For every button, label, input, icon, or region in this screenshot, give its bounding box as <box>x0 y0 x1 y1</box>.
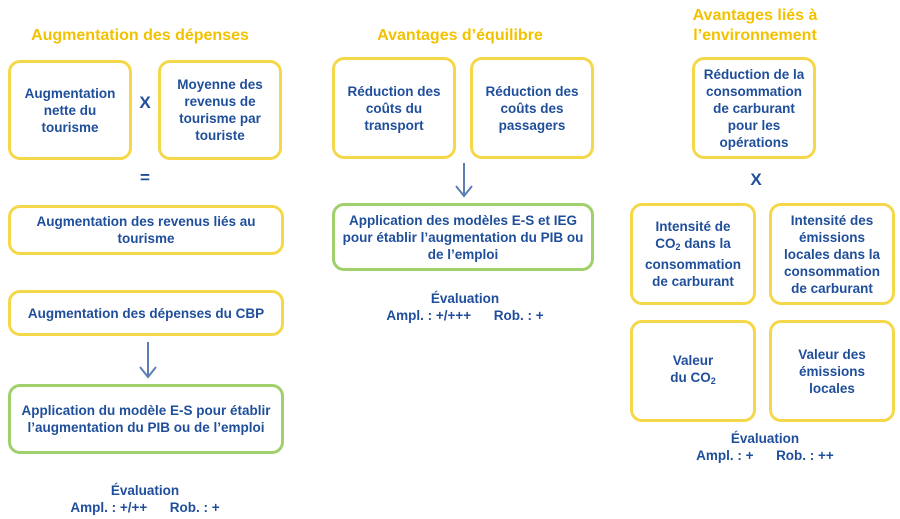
box-cbp-spending-label: Augmentation des dépenses du CBP <box>27 305 265 321</box>
box-average-revenue <box>158 60 282 160</box>
box-local-emissions-value <box>769 320 895 422</box>
box-io-model-label: Application du modèle E-S pour établir l’augmentation du PIB ou de l’emploi <box>21 403 271 435</box>
evaluation-rob: Rob. : ++ <box>776 448 834 463</box>
box-fuel-label: Réduction de la consommation de carburant pour les opérations <box>703 66 805 150</box>
header-avantages-equilibre: Avantages d’équilibre <box>377 27 543 44</box>
box-tourism-revenue-label: Augmentation des revenus liés au tourisme <box>36 214 256 246</box>
down-arrow-icon <box>138 342 158 380</box>
co2-value-part-a: Valeur <box>672 353 714 368</box>
header-avantages-environnement <box>640 6 870 46</box>
box-passenger-cost-reduction <box>470 57 594 159</box>
evaluation-ampl: Ampl. : +/+++ <box>386 308 472 323</box>
box-tourism-revenue-increase <box>8 205 284 255</box>
header-line1: Avantages liés à <box>692 7 818 24</box>
header-line2: l’environnement <box>693 27 817 44</box>
box-local-value-label: Valeur des émissions locales <box>798 346 866 396</box>
multiply-symbol: X <box>750 170 762 189</box>
box-transport-label: Réduction des coûts du transport <box>347 83 441 133</box>
evaluation-ampl: Ampl. : + <box>696 448 754 463</box>
co2-intensity-part-b: dans la consommation de carburant <box>644 236 741 289</box>
box-transport-cost-reduction <box>332 57 456 159</box>
box-local-intensity-label: Intensité des émissions locales dans la consommation de carburant <box>783 212 881 296</box>
co2-intensity-sub: 2 <box>675 242 681 252</box>
evaluation-col3 <box>660 430 870 464</box>
evaluation-col2 <box>360 290 570 324</box>
evaluation-title: Évaluation <box>730 431 800 446</box>
evaluation-title: Évaluation <box>430 291 500 306</box>
header-augmentation-depenses: Augmentation des dépenses <box>31 27 249 44</box>
box-passengers-label: Réduction des coûts des passagers <box>485 83 579 133</box>
co2-intensity-part-a: Intensité de <box>655 219 731 234</box>
box-net-tourism-increase <box>8 60 132 160</box>
evaluation-scores <box>660 447 870 464</box>
evaluation-ampl: Ampl. : +/++ <box>70 500 148 515</box>
box-local-emissions-intensity <box>769 203 895 305</box>
co2-value-part-b: du CO <box>670 370 711 385</box>
box-fuel-consumption-reduction <box>692 57 816 159</box>
box-cbp-spending-increase <box>8 290 284 336</box>
co2-value-sub: 2 <box>710 376 716 386</box>
box-io-model-application <box>8 384 284 454</box>
evaluation-rob: Rob. : + <box>493 308 544 323</box>
co2-intensity-co: CO <box>655 236 676 251</box>
box-average-revenue-label: Moyenne des revenus de tourisme par touriste <box>177 77 263 143</box>
box-io-cge-model-label: Application des modèles E-S et IEG pour établir l’augmentation du PIB ou de l’emploi <box>342 212 584 262</box>
equals-symbol: = <box>140 168 150 187</box>
box-co2-value <box>630 320 756 422</box>
box-io-cge-model-application <box>332 203 594 271</box>
evaluation-scores <box>40 499 250 516</box>
box-net-tourism-label: Augmentation nette du tourisme <box>24 85 116 135</box>
evaluation-title: Évaluation <box>110 483 180 498</box>
evaluation-scores <box>360 307 570 324</box>
evaluation-rob: Rob. : + <box>169 500 220 515</box>
box-co2-intensity <box>630 203 756 305</box>
down-arrow-icon <box>454 163 474 199</box>
evaluation-col1 <box>40 482 250 516</box>
box-co2-value-label <box>670 352 716 390</box>
multiply-symbol: X <box>139 93 151 112</box>
box-co2-intensity-label <box>639 218 747 290</box>
